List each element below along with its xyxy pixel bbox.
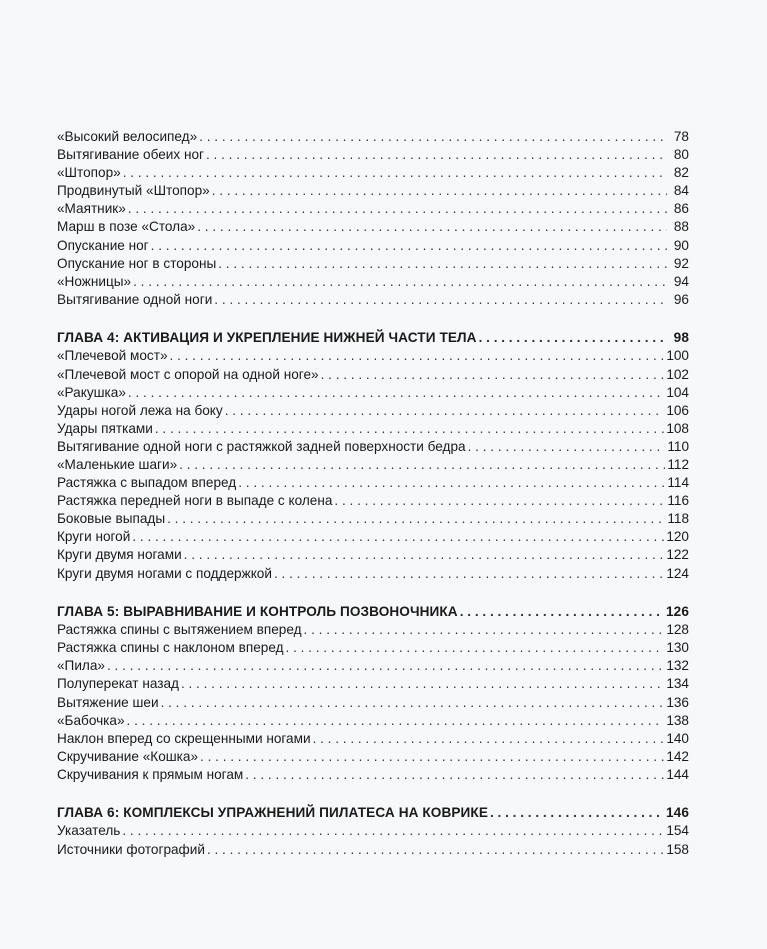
leader-dots [460,603,664,621]
leader-dots [167,510,665,528]
toc-entry[interactable] [57,675,689,693]
toc-entry[interactable] [57,841,689,859]
table-of-contents [57,128,689,859]
toc-entry[interactable] [57,366,689,384]
chapter-page: 98 [673,330,689,346]
toc-entry-title: «Высокий велосипед» [57,129,198,144]
leader-dots [212,182,667,200]
toc-entry-page: 158 [666,841,689,857]
toc-entry-title: «Пила» [57,658,105,674]
toc-entry[interactable] [57,200,689,218]
toc-group [57,128,689,309]
toc-group [57,621,689,784]
leader-dots [197,218,667,236]
chapter-page: 146 [666,805,689,821]
toc-entry[interactable] [57,218,689,236]
toc-entry-title: Растяжка передней ноги в выпаде с колена [57,493,333,509]
toc-entry-page: 128 [666,622,689,638]
toc-entry-title: «Штопор» [57,165,121,181]
toc-entry-title: Вытягивание одной ноги с растяжкой задней поверхности бедра [57,438,466,454]
toc-entry-title: Растяжка с выпадом вперед [57,475,237,491]
spacer [57,583,689,603]
toc-entry-title: Круги двумя ногами [57,547,182,563]
toc-entry-title: Полуперекат назад [57,676,179,692]
toc-entry-title: Круги двумя ногами с поддержкой [57,565,272,581]
toc-entry[interactable] [57,146,689,164]
leader-dots [304,621,665,639]
toc-entry-title: Удары ногой лежа на боку [57,402,223,418]
toc-entry[interactable] [57,510,689,528]
toc-entry-page: 118 [667,511,689,527]
toc-entry-page: 140 [666,730,689,746]
toc-entry[interactable] [57,456,689,474]
leader-dots [321,366,665,384]
toc-entry-page: 130 [666,640,689,656]
toc-entry-title: «Маленькие шаги» [57,456,178,472]
leader-dots [468,438,666,456]
leader-dots [245,766,664,784]
leader-dots [184,546,665,564]
toc-entry-title: Источники фотографий [57,841,205,857]
toc-entry[interactable] [57,694,689,712]
leader-dots [128,200,667,218]
toc-entry[interactable] [57,128,689,146]
chapter-title: ГЛАВА 5: ВЫРАВНИВАНИЕ И КОНТРОЛЬ ПОЗВОНОЧНИКА [57,604,458,620]
chapter-title: ГЛАВА 6: КОМПЛЕКСЫ УПРАЖНЕНИЙ ПИЛАТЕСА НА КОВРИКЕ [57,805,488,821]
toc-group [57,347,689,582]
toc-entry-title: Опускание ног в стороны [57,255,217,271]
toc-entry-page: 84 [673,183,689,199]
leader-dots [214,291,667,309]
toc-entry-page: 96 [673,291,689,307]
toc-entry-title: Скручивания к прямым ногам [57,766,244,782]
toc-entry[interactable] [57,712,689,730]
toc-entry-title: Наклон вперед со скрещенными ногами [57,730,311,746]
leader-dots [490,804,664,822]
toc-entry-title: Марш в позе «Стола» [57,219,196,235]
toc-entry[interactable] [57,822,689,840]
toc-entry-page: 112 [667,456,689,472]
leader-dots [207,841,664,859]
toc-entry[interactable] [57,565,689,583]
toc-entry-page: 122 [666,547,689,563]
toc-entry-title: «Ракушка» [57,384,126,400]
leader-dots [274,565,664,583]
leader-dots [200,748,664,766]
toc-entry-title: Круги ногой [57,529,131,545]
toc-entry-title: Боковые выпады [57,511,166,527]
toc-entry-page: 136 [666,694,689,710]
toc-entry[interactable] [57,528,689,546]
toc-entry-page: 90 [673,237,689,253]
toc-entry-title: Растяжка спины с вытяжением вперед [57,622,302,638]
toc-entry[interactable] [57,748,689,766]
toc-entry[interactable] [57,438,689,456]
toc-entry-title: Указатель [57,823,121,839]
leader-dots [155,420,664,438]
chapter-page: 126 [666,604,689,620]
leader-dots [218,255,667,273]
toc-entry-page: 138 [666,712,689,728]
toc-entry[interactable] [57,291,689,309]
toc-entry[interactable] [57,273,689,291]
toc-entry[interactable] [57,492,689,510]
toc-entry-page: 78 [673,129,689,144]
toc-entry-page: 92 [673,255,689,271]
toc-entry[interactable] [57,639,689,657]
toc-entry[interactable] [57,730,689,748]
leader-dots [225,402,665,420]
leader-dots [179,456,665,474]
leader-dots [128,384,664,402]
toc-entry-page: 144 [666,766,689,782]
toc-entry-page: 142 [666,748,689,764]
toc-entry-page: 134 [666,676,689,692]
toc-entry-page: 86 [673,201,689,217]
chapter-heading[interactable] [57,804,689,822]
toc-entry-page: 80 [673,147,689,163]
chapter-heading[interactable] [57,329,689,347]
toc-entry-title: Вытяжение шеи [57,694,159,710]
toc-entry[interactable] [57,621,689,639]
spacer [57,309,689,329]
toc-entry-page: 102 [666,366,689,382]
toc-entry-page: 154 [666,823,689,839]
leader-dots [132,528,664,546]
leader-dots [181,675,664,693]
toc-entry[interactable] [57,255,689,273]
toc-entry-page: 110 [667,438,689,454]
toc-entry[interactable] [57,237,689,255]
toc-entry-title: «Ножницы» [57,273,132,289]
toc-entry-page: 108 [666,420,689,436]
toc-entry[interactable] [57,164,689,182]
leader-dots [238,474,665,492]
toc-entry[interactable] [57,546,689,564]
toc-entry-page: 88 [673,219,689,235]
leader-dots [479,329,667,347]
toc-entry-title: Удары пятками [57,420,153,436]
toc-entry[interactable] [57,402,689,420]
toc-entry[interactable] [57,474,689,492]
toc-entry[interactable] [57,384,689,402]
toc-entry-page: 104 [666,384,689,400]
leader-dots [107,657,664,675]
toc-entry-title: Вытягивание обеих ног [57,147,204,163]
leader-dots [313,730,665,748]
toc-entry[interactable] [57,347,689,365]
toc-entry[interactable] [57,182,689,200]
toc-entry-title: «Плечевой мост» [57,348,168,364]
leader-dots [334,492,665,510]
spacer [57,784,689,804]
toc-entry-page: 120 [666,529,689,545]
chapter-heading[interactable] [57,603,689,621]
toc-entry-title: Вытягивание одной ноги [57,291,213,307]
leader-dots [199,128,667,146]
toc-group [57,822,689,858]
toc-entry[interactable] [57,657,689,675]
leader-dots [286,639,665,657]
toc-entry-title: Растяжка спины с наклоном вперед [57,640,284,656]
toc-entry-page: 114 [667,475,689,491]
toc-entry-title: Продвинутый «Штопор» [57,183,210,199]
leader-dots [123,164,667,182]
leader-dots [151,237,667,255]
toc-entry[interactable] [57,420,689,438]
toc-entry-page: 132 [666,658,689,674]
toc-entry-page: 94 [673,273,689,289]
toc-entry-title: «Плечевой мост с опорой на одной ноге» [57,366,319,382]
leader-dots [122,822,664,840]
leader-dots [133,273,667,291]
toc-entry-title: «Бабочка» [57,712,125,728]
leader-dots [127,712,665,730]
leader-dots [170,347,665,365]
toc-entry-page: 116 [667,493,689,509]
toc-entry-page: 124 [666,565,689,581]
toc-entry-page: 82 [673,165,689,181]
toc-entry-page: 106 [666,402,689,418]
toc-entry-title: Скручивание «Кошка» [57,748,199,764]
leader-dots [161,694,665,712]
chapter-title: ГЛАВА 4: АКТИВАЦИЯ И УКРЕПЛЕНИЕ НИЖНЕЙ ЧАСТИ ТЕЛА [57,330,477,346]
toc-entry-title: Опускание ног [57,237,149,253]
toc-entry[interactable] [57,766,689,784]
leader-dots [206,146,667,164]
toc-entry-page: 100 [666,348,689,364]
toc-entry-title: «Маятник» [57,201,126,217]
